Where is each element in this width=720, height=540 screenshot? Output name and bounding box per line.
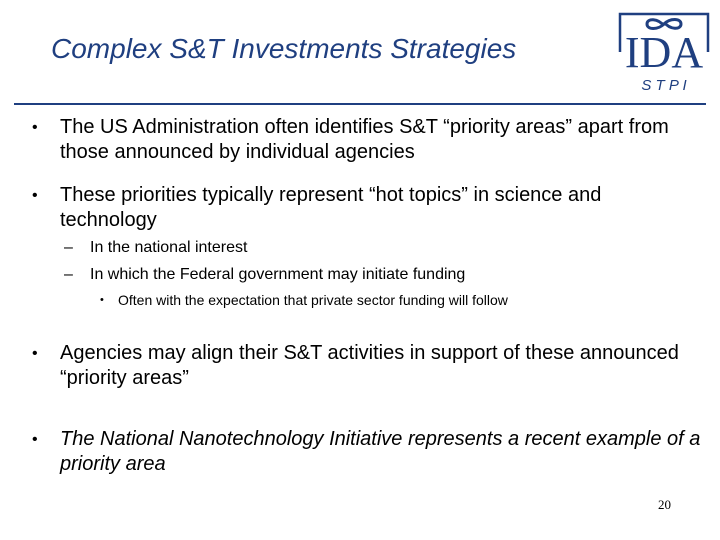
bullet-marker: • xyxy=(32,345,38,362)
sub-sub-bullet-text: Often with the expectation that private sector funding will follow xyxy=(118,292,508,308)
bullet-marker: • xyxy=(32,119,38,136)
bullet-3 xyxy=(32,341,702,391)
bullet-4 xyxy=(32,427,702,477)
bullet-text: The US Administration often identifies S&T “priority areas” apart from those announced by individual agencies xyxy=(60,116,669,163)
bullet-2 xyxy=(32,183,702,233)
sub-bullet-2 xyxy=(64,265,684,285)
bullet-text: These priorities typically represent “hot topics” in science and technology xyxy=(60,184,602,231)
sub-sub-bullet-1 xyxy=(100,291,700,309)
sub-bullet-text: In which the Federal government may initiate funding xyxy=(90,266,466,283)
sub-sub-bullet-marker: • xyxy=(100,294,104,306)
slide-title: Complex S&T Investments Strategies xyxy=(51,33,517,64)
sub-bullet-marker: – xyxy=(64,239,73,256)
sub-bullet-text: In the national interest xyxy=(90,239,248,256)
logo-main-text: IDA xyxy=(624,28,704,77)
bullet-marker: • xyxy=(32,187,38,204)
bullet-1 xyxy=(32,115,702,165)
bullet-marker: • xyxy=(32,431,38,448)
sub-bullet-marker: – xyxy=(64,266,73,283)
sub-bullet-1 xyxy=(64,238,684,258)
bullet-text: The National Nanotechnology Initiative represents a recent example of a priority area xyxy=(60,428,701,475)
bullet-text: Agencies may align their S&T activities in support of these announced “priority areas” xyxy=(60,342,679,389)
logo-sub-text: S T P I xyxy=(641,77,687,94)
page-number: 20 xyxy=(658,497,671,512)
